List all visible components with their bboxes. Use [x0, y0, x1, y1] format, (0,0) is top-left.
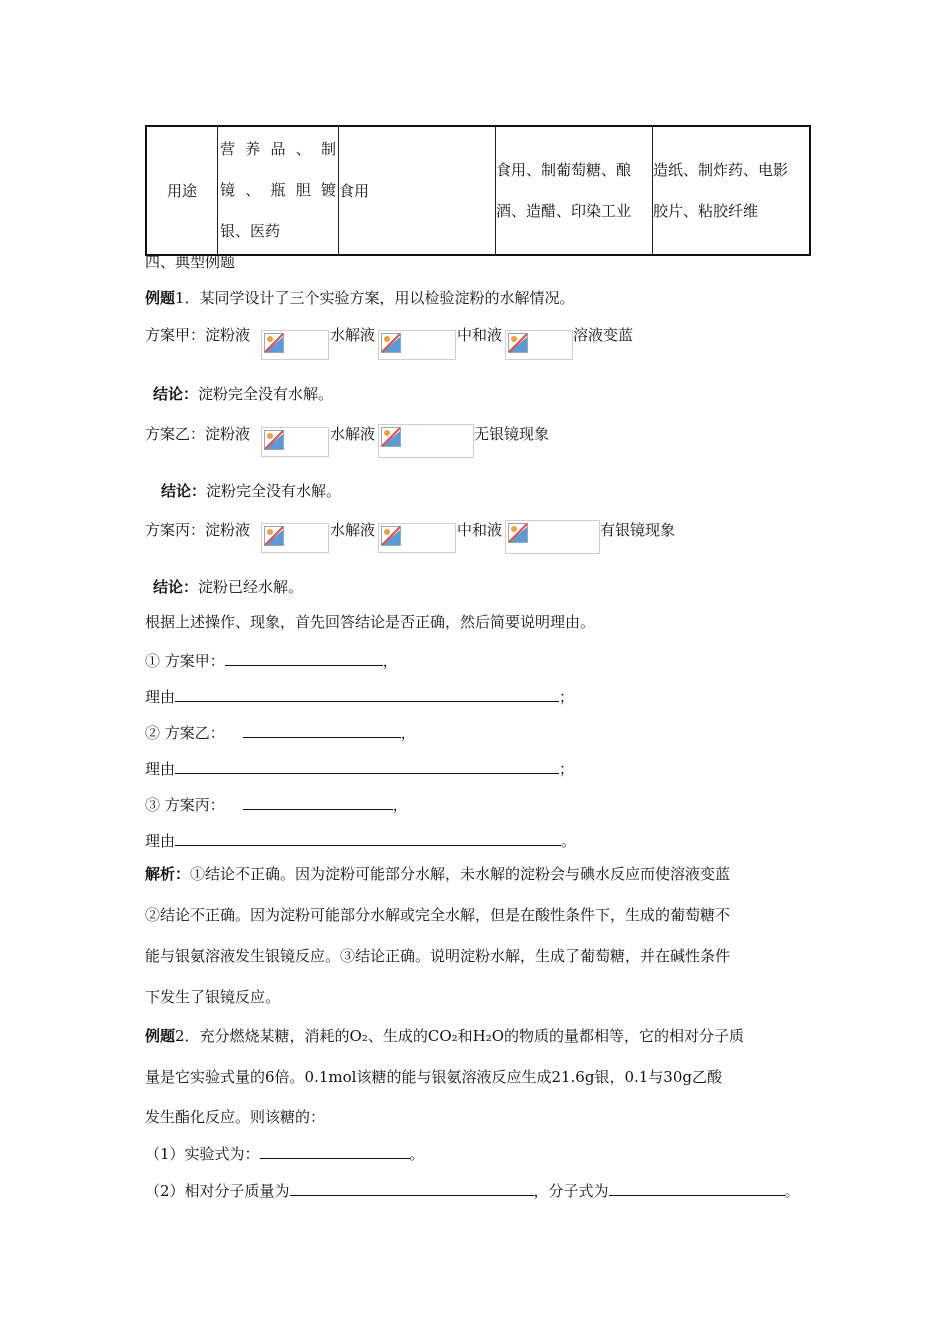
plan-a-step2: 水解液	[330, 326, 376, 344]
example-label: 例题	[145, 1027, 176, 1045]
arrow-image-placeholder	[261, 523, 329, 553]
analysis-line: ②结论不正确。因为淀粉可能部分水解或完全水解，但是在酸性条件下，生成的葡萄糖不	[145, 906, 731, 924]
answer-c	[145, 793, 408, 815]
broken-image-icon	[381, 333, 401, 353]
plan-a-step3: 中和液	[457, 326, 503, 344]
cell-line: 胶片、粘胶纤维	[653, 201, 759, 220]
plan-b-step2: 水解液	[330, 425, 376, 443]
punct: 。	[561, 832, 577, 850]
arrow-image-placeholder	[378, 424, 474, 458]
conclusion-label: 结论：	[153, 578, 199, 596]
plan-a-start: 方案甲：淀粉液	[145, 326, 251, 344]
broken-image-icon	[508, 523, 528, 543]
plan-c-step3: 中和液	[457, 521, 503, 539]
broken-image-icon	[508, 333, 528, 353]
question-text: 根据上述操作、现象，首先回答结论是否正确，然后简要说明理由。	[145, 613, 596, 631]
arrow-image-placeholder	[505, 520, 600, 554]
answer-a-blank[interactable]	[225, 649, 383, 666]
conclusion-text: 淀粉完全没有水解。	[198, 385, 334, 403]
arrow-image-placeholder	[261, 330, 329, 360]
conclusion-label: 结论：	[153, 385, 199, 403]
uses-cell-starch	[496, 126, 653, 255]
q1-label: （1）实验式为：	[145, 1145, 260, 1163]
q1-blank[interactable]	[260, 1142, 410, 1159]
reason-c	[145, 829, 576, 851]
cell-line: 酒、造醋、印染工业	[496, 201, 632, 220]
conclusion-text: 淀粉完全没有水解。	[206, 482, 342, 500]
uses-table	[145, 125, 811, 256]
example2-line	[145, 1026, 744, 1046]
q2-blank-mass[interactable]	[290, 1179, 534, 1196]
uses-row-label: 用途	[146, 126, 218, 255]
example1-intro	[145, 288, 575, 308]
answer-label: ② 方案乙：	[145, 724, 225, 742]
conclusion-text: 淀粉已经水解。	[198, 578, 304, 596]
answer-label: ① 方案甲：	[145, 652, 225, 670]
analysis-label: 解析：	[145, 865, 191, 883]
example2-q2	[145, 1179, 800, 1201]
cell-line: 营 养 品 、 制	[220, 140, 336, 158]
uses-cell-sucrose: 食用	[339, 126, 496, 255]
uses-cell-glucose	[218, 126, 339, 255]
uses-cell-cellulose	[653, 126, 811, 255]
reason-label: 理由	[145, 688, 176, 706]
punct: ，	[382, 652, 398, 670]
punct: ；	[559, 688, 575, 706]
reason-a	[145, 685, 574, 707]
conclusion-label: 结论：	[161, 482, 207, 500]
broken-image-icon	[264, 526, 284, 546]
arrow-image-placeholder	[505, 330, 573, 360]
reason-b	[145, 757, 574, 779]
q2-blank-formula[interactable]	[609, 1179, 785, 1196]
reason-label: 理由	[145, 832, 176, 850]
section-title: 四、典型例题	[145, 253, 236, 271]
cell-line: 食用、制葡萄糖、酿	[496, 160, 632, 179]
analysis-line: 下发生了银镜反应。	[145, 988, 281, 1006]
cell-line: 造纸、制炸药、电影	[653, 160, 789, 179]
example-label: 例题	[145, 289, 176, 307]
reason-a-blank[interactable]	[175, 685, 559, 702]
punct: 。	[409, 1145, 425, 1163]
broken-image-icon	[381, 427, 401, 447]
plan-b-result: 无银镜现象	[474, 425, 550, 443]
q2-mid: ，分子式为	[533, 1182, 609, 1200]
example2-line: 发生酯化反应。则该糖的：	[145, 1108, 326, 1126]
plan-c-step2: 水解液	[330, 521, 376, 539]
analysis-line: 能与银氨溶液发生银镜反应。③结论正确。说明淀粉水解，生成了葡萄糖，并在碱性条件	[145, 947, 731, 965]
plan-a-result: 溶液变蓝	[573, 326, 634, 344]
q2-label: （2）相对分子质量为	[145, 1182, 290, 1200]
plan-c-start: 方案丙：淀粉液	[145, 521, 251, 539]
example2-q1	[145, 1142, 425, 1164]
cell-line: 银、医药	[220, 222, 281, 240]
punct: ，	[400, 724, 416, 742]
plan-a-conclusion	[153, 384, 333, 404]
reason-b-blank[interactable]	[175, 757, 559, 774]
arrow-image-placeholder	[261, 427, 329, 457]
answer-a	[145, 649, 398, 671]
arrow-image-placeholder	[378, 523, 456, 553]
broken-image-icon	[264, 430, 284, 450]
answer-label: ③ 方案丙：	[145, 796, 225, 814]
example2-text: 2．充分燃烧某糖，消耗的O₂、生成的CO₂和H₂O的物质的量都相等，它的相对分子质	[175, 1027, 745, 1045]
plan-c-conclusion	[153, 577, 303, 597]
arrow-image-placeholder	[378, 330, 456, 360]
punct: ；	[559, 760, 575, 778]
analysis-line	[145, 864, 730, 884]
answer-c-blank[interactable]	[243, 793, 393, 810]
plan-b-conclusion	[161, 481, 341, 501]
broken-image-icon	[264, 333, 284, 353]
answer-b	[145, 721, 416, 743]
analysis-text: ①结论不正确。因为淀粉可能部分水解，未水解的淀粉会与碘水反应而使溶液变蓝	[190, 865, 731, 883]
example2-line: 量是它实验式量的6倍。0.1mol该糖的能与银氨溶液反应生成21.6g银，0.1与30g乙酸	[145, 1068, 722, 1086]
reason-c-blank[interactable]	[175, 829, 561, 846]
cell-line: 镜 、 瓶 胆 镀	[220, 181, 336, 199]
punct: 。	[784, 1182, 800, 1200]
punct: ，	[392, 796, 408, 814]
plan-c-result: 有银镜现象	[600, 521, 676, 539]
answer-b-blank[interactable]	[243, 721, 401, 738]
reason-label: 理由	[145, 760, 176, 778]
plan-b-start: 方案乙：淀粉液	[145, 425, 251, 443]
example1-text: 1．某同学设计了三个实验方案，用以检验淀粉的水解情况。	[175, 289, 575, 307]
broken-image-icon	[381, 526, 401, 546]
